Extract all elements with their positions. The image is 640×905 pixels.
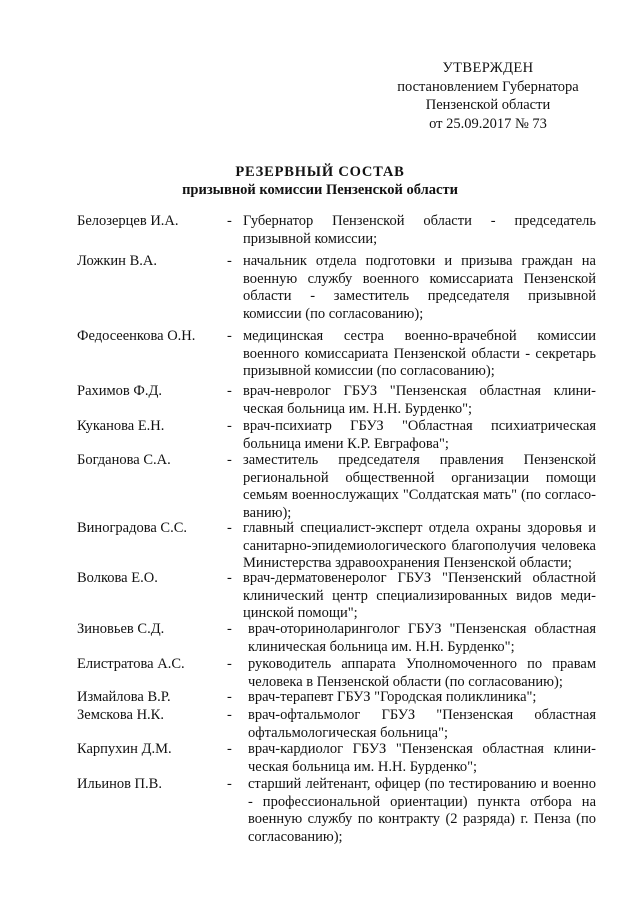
member-description: заместитель председателя правления Пензенской региональной общественной организации помощи семьям военнослужащих "Солдатская мать" (по согласо-ванию); <box>243 452 596 521</box>
member-dash: - <box>227 621 232 637</box>
member-dash: - <box>227 452 232 468</box>
member-description: врач-дерматовенеролог ГБУЗ "Пензенский областной клинический центр специализированных видов меди-цинской помощи"; <box>243 570 596 621</box>
member-dash: - <box>227 776 232 792</box>
member-dash: - <box>227 383 232 399</box>
title-line-1: РЕЗЕРВНЫЙ СОСТАВ <box>235 164 405 180</box>
member-name: Карпухин Д.М. <box>77 741 172 757</box>
member-name: Земскова Н.К. <box>77 707 164 723</box>
approval-heading: УТВЕРЖДЕН <box>442 60 534 76</box>
member-name: Белозерцев И.А. <box>77 213 179 229</box>
member-description: медицинская сестра военно-врачебной комиссии военного комиссариата Пензенской области - секретарь призывной комиссии (по согласованию); <box>243 328 596 379</box>
member-dash: - <box>227 570 232 586</box>
member-description: начальник отдела подготовки и призыва граждан на военную службу военного комиссариата Пензенской области - заместитель председателя призывной комиссии (по согласованию); <box>243 253 596 322</box>
member-dash: - <box>227 741 232 757</box>
member-name: Ильинов П.В. <box>77 776 162 792</box>
member-name: Зиновьев С.Д. <box>77 621 165 637</box>
member-name: Ложкин В.А. <box>77 253 157 269</box>
approval-line-3: Пензенской области <box>425 97 551 113</box>
member-name: Измайлова В.Р. <box>77 689 171 705</box>
member-name: Куканова Е.Н. <box>77 418 165 434</box>
member-dash: - <box>227 689 232 705</box>
member-description: врач-невролог ГБУЗ "Пензенская областная клини-ческая больница им. Н.Н. Бурденко"; <box>243 383 596 417</box>
approval-stamp <box>366 59 610 133</box>
member-description: врач-оториноларинголог ГБУЗ "Пензенская областная клиническая больница им. Н.Н. Бурденко"; <box>248 621 596 655</box>
member-description: врач-кардиолог ГБУЗ "Пензенская областная клини-ческая больница им. Н.Н. Бурденко"; <box>248 741 596 775</box>
approval-line-2: постановлением Губернатора <box>397 78 579 95</box>
member-dash: - <box>227 707 232 723</box>
member-description: главный специалист-эксперт отдела охраны здоровья и санитарно-эпидемиологического благополучия человека Министерства здравоохранения Пензенской области; <box>243 520 596 571</box>
member-dash: - <box>227 253 232 269</box>
member-name: Рахимов Ф.Д. <box>77 383 163 399</box>
member-name: Федосеенкова О.Н. <box>77 328 196 344</box>
member-name: Богданова С.А. <box>77 452 171 468</box>
member-description: руководитель аппарата Уполномоченного по правам человека в Пензенской области (по согласованию); <box>248 656 596 690</box>
member-dash: - <box>227 656 232 672</box>
member-description: врач-терапевт ГБУЗ "Городская поликлиника"; <box>248 689 537 705</box>
member-description: врач-психиатр ГБУЗ "Областная психиатрическая больница имени К.Р. Евграфова"; <box>243 418 596 452</box>
member-name: Елистратова А.С. <box>77 656 185 672</box>
member-dash: - <box>227 418 232 434</box>
member-description: Губернатор Пензенской области - председатель призывной комиссии; <box>243 213 596 247</box>
member-description: врач-офтальмолог ГБУЗ "Пензенская областная офтальмологическая больница"; <box>248 707 596 741</box>
member-name: Волкова Е.О. <box>77 570 158 586</box>
member-dash: - <box>227 328 232 344</box>
document-title <box>0 163 640 199</box>
title-line-2: призывной комиссии Пензенской области <box>182 182 458 198</box>
member-description: старший лейтенант, офицер (по тестированию и военно - профессиональной ориентации) пункта отбора на военную службу по контракту (2 разряда) г. Пенза (по согласованию); <box>248 776 596 845</box>
member-dash: - <box>227 213 232 229</box>
approval-date-number: от 25.09.2017 № 73 <box>429 115 547 132</box>
member-dash: - <box>227 520 232 536</box>
member-name: Виноградова С.С. <box>77 520 188 536</box>
